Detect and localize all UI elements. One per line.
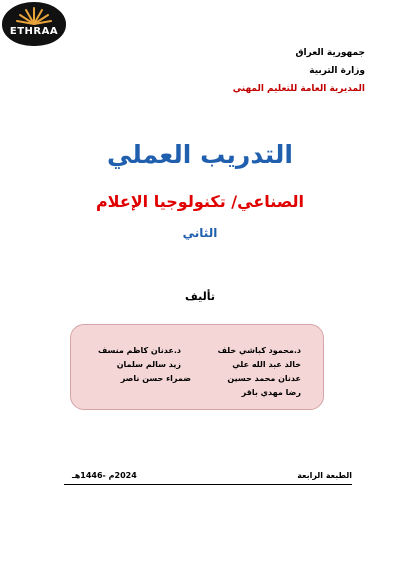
author-name: عدنان محمد حسين bbox=[227, 374, 301, 383]
sunburst-icon bbox=[14, 5, 54, 25]
publication-year: 2024م -1446هـ bbox=[72, 471, 137, 480]
author-name: د.عدنان كاظم منسف bbox=[98, 346, 181, 355]
header-line-ministry: وزارة التربية bbox=[309, 66, 365, 76]
authors-label: تأليف bbox=[185, 290, 215, 303]
logo-text: ETHRAA bbox=[9, 26, 59, 37]
ministry-header bbox=[233, 44, 365, 98]
ethraa-logo bbox=[2, 2, 66, 46]
author-name: ضمراء حسن ناصر bbox=[120, 374, 191, 383]
book-stage: الثاني bbox=[182, 226, 218, 240]
book-subtitle: الصناعي/ تكنولوجيا الإعلام bbox=[95, 192, 305, 211]
author-name: خالد عبد الله علي bbox=[232, 360, 301, 369]
author-name: رضا مهدي باقر bbox=[241, 388, 301, 397]
authors-box bbox=[70, 324, 324, 410]
divider-line bbox=[64, 484, 352, 485]
author-name: زيد سالم سلمان bbox=[116, 360, 181, 369]
author-name: د.محمود كباشي خلف bbox=[217, 346, 301, 355]
header-line-directorate: المديرية العامة للتعليم المهني bbox=[232, 84, 365, 94]
header-line-country: جمهورية العراق bbox=[295, 48, 365, 58]
edition-label: الطبعة الرابعة bbox=[297, 471, 352, 480]
book-title: التدريب العملي bbox=[107, 140, 293, 169]
